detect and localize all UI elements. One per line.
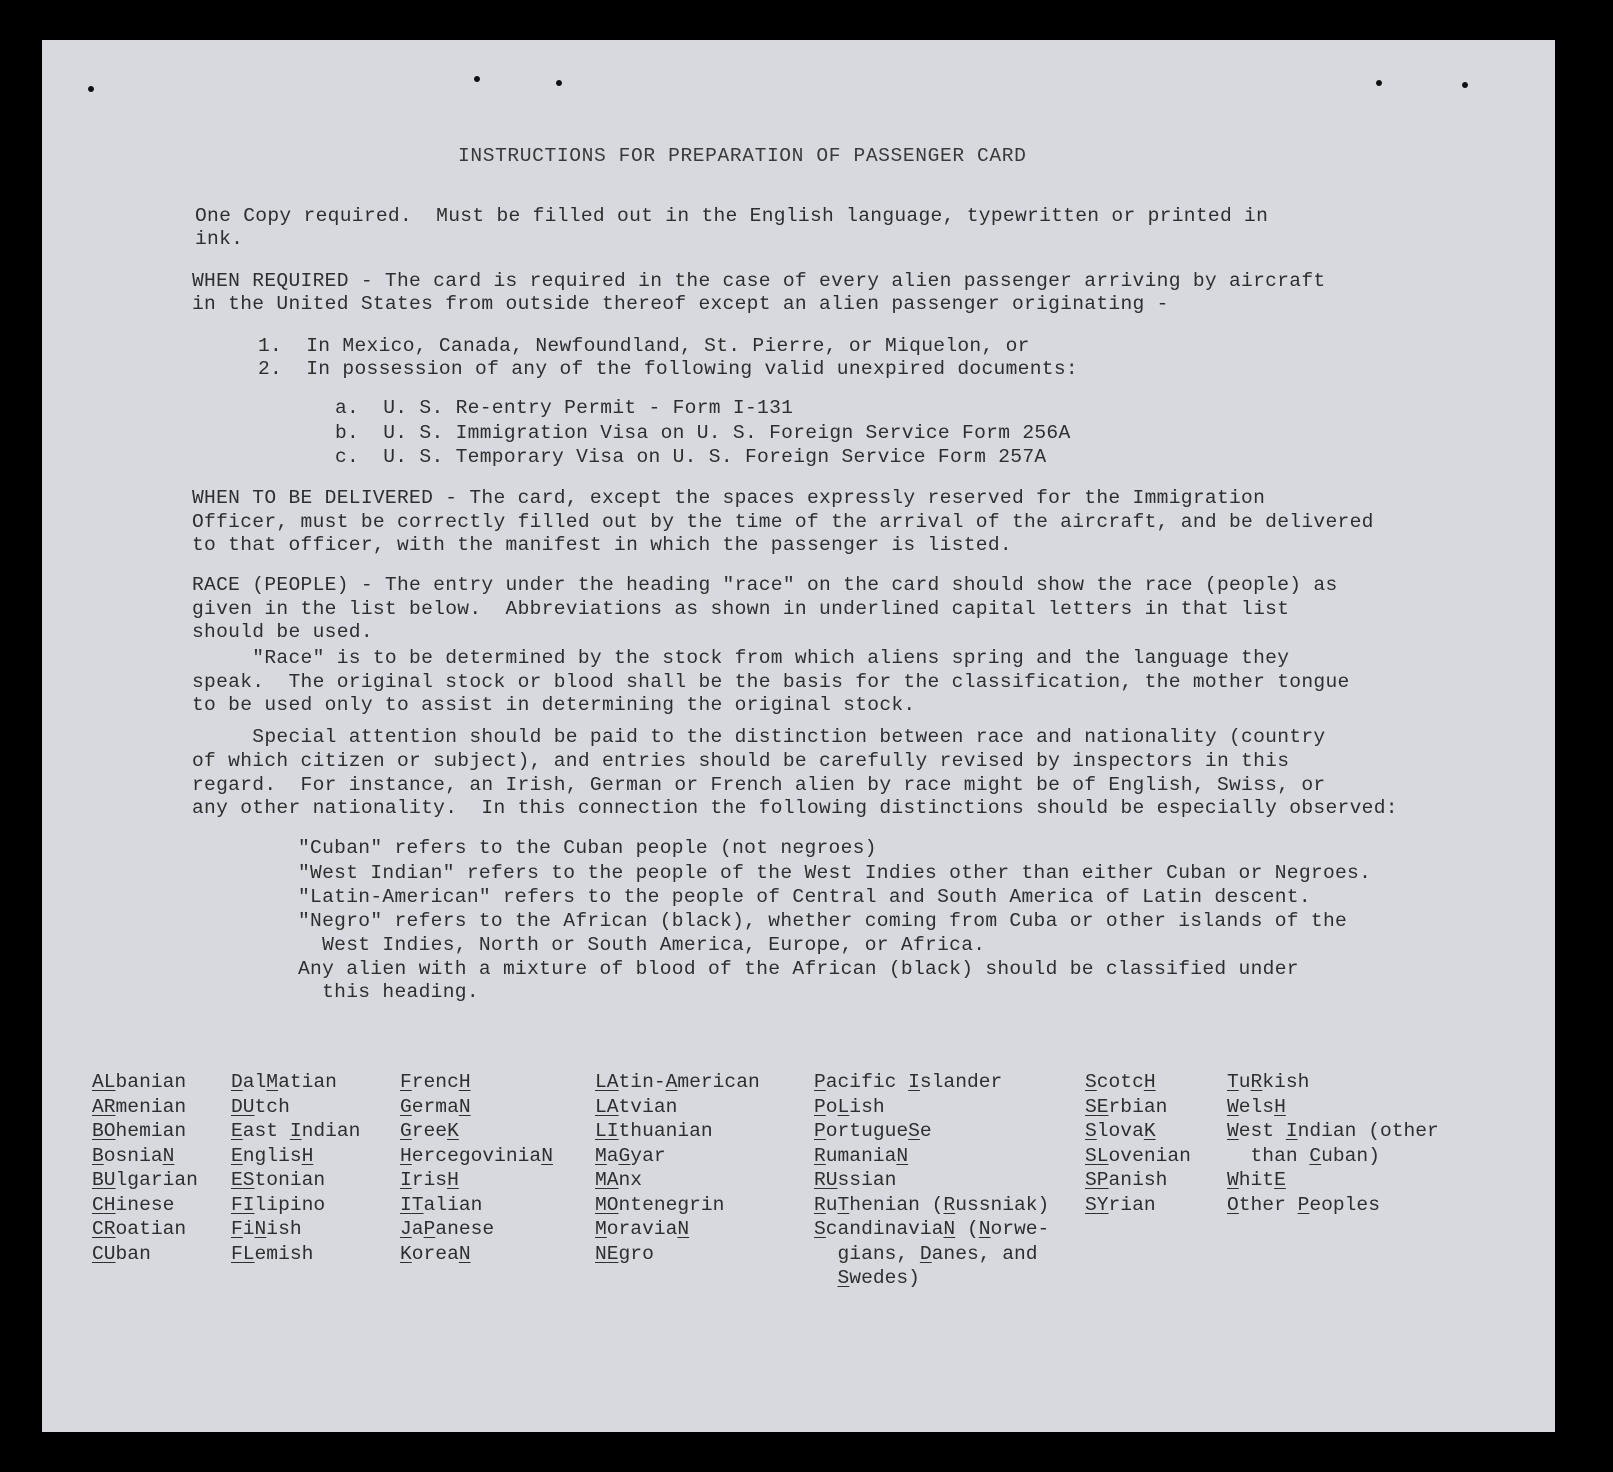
scan-speck — [474, 76, 480, 82]
people-entry: SYrian — [1085, 1193, 1156, 1216]
distinction-line: West Indies, North or South America, Europe, or Africa. — [298, 934, 986, 956]
race-line: given in the list below. Abbreviations as shown in underlined capital letters in that list — [192, 598, 1290, 620]
numbered-item: 1. In Mexico, Canada, Newfoundland, St. Pierre, or Miquelon, or — [258, 335, 1030, 357]
document-item: a. U. S. Re-entry Permit - Form I-131 — [335, 397, 794, 419]
people-entry: LIthuanian — [595, 1120, 713, 1142]
people-entry: TuRkish — [1227, 1071, 1310, 1093]
people-entry: PortugueSe — [814, 1120, 932, 1142]
scan-speck — [1376, 80, 1382, 86]
race-line: to be used only to assist in determining the original stock. — [192, 694, 916, 716]
when-delivered-line: to that officer, with the manifest in which the passenger is listed. — [192, 534, 1012, 556]
people-entry: DUtch — [231, 1095, 290, 1118]
people-entry: WhitE — [1227, 1169, 1286, 1191]
peoples-column — [400, 1070, 553, 1266]
people-entry: EStonian — [231, 1169, 326, 1191]
people-entry: East Indian — [231, 1120, 361, 1142]
people-entry: WelsH — [1227, 1095, 1286, 1118]
people-entry: KoreaN — [400, 1242, 471, 1265]
race-line: "Race" is to be determined by the stock from which aliens spring and the language they — [192, 647, 1290, 669]
when-delivered-line: Officer, must be correctly filled out by the time of the arrival of the aircraft, and be delivered — [192, 511, 1374, 533]
special-line: any other nationality. In this connection the following distinctions should be especially observed: — [192, 797, 1398, 819]
distinction-line: "Latin-American" refers to the people of Central and South America of Latin descent. — [298, 886, 1311, 908]
people-entry: BosniaN — [92, 1144, 175, 1167]
intro-line: ink. — [195, 228, 244, 250]
people-entry: FrencH — [400, 1071, 471, 1093]
document-title: INSTRUCTIONS FOR PREPARATION OF PASSENGER CARD — [458, 145, 1027, 167]
people-entry: ScandinaviaN (Norwe- — [814, 1218, 1050, 1240]
people-entry: JaPanese — [400, 1218, 495, 1240]
people-entry: SErbian — [1085, 1095, 1168, 1118]
people-entry: IrisH — [400, 1169, 459, 1191]
people-entry: DalMatian — [231, 1071, 337, 1093]
people-entry: gians, Danes, and — [837, 1242, 1038, 1265]
people-entry: RUssian — [814, 1169, 897, 1191]
people-entry: ALbanian — [92, 1071, 187, 1093]
people-entry: PoLish — [814, 1095, 885, 1118]
people-entry: MaGyar — [595, 1144, 666, 1167]
people-entry: HercegoviniaN — [400, 1144, 553, 1167]
people-entry: FIlipino — [231, 1193, 326, 1216]
people-entry: CHinese — [92, 1193, 175, 1216]
distinction-line: this heading. — [298, 981, 479, 1003]
people-entry: BUlgarian — [92, 1169, 198, 1191]
race-line: speak. The original stock or blood shall be the basis for the classification, the mother tongue — [192, 671, 1350, 693]
peoples-column — [231, 1070, 360, 1266]
scan-speck — [556, 80, 562, 86]
people-entry: BOhemian — [92, 1120, 187, 1142]
people-entry: ARmenian — [92, 1095, 187, 1118]
scan-speck — [88, 86, 94, 92]
people-entry: LAtvian — [595, 1095, 678, 1118]
people-entry: MoraviaN — [595, 1218, 690, 1240]
people-entry: MOntenegrin — [595, 1193, 725, 1216]
people-entry: than Cuban) — [1250, 1144, 1380, 1167]
special-line: Special attention should be paid to the distinction between race and nationality (country — [192, 726, 1326, 748]
document-item: b. U. S. Immigration Visa on U. S. Foreign Service Form 256A — [335, 422, 1071, 444]
people-entry: SlovaK — [1085, 1120, 1156, 1142]
people-entry: SPanish — [1085, 1169, 1168, 1191]
people-entry: FLemish — [231, 1242, 314, 1265]
document-page — [42, 40, 1555, 1432]
people-entry: Other Peoples — [1227, 1193, 1380, 1216]
people-entry: NEgro — [595, 1242, 654, 1265]
people-entry: GermaN — [400, 1095, 471, 1118]
peoples-column — [1085, 1070, 1191, 1217]
when-delivered-line: WHEN TO BE DELIVERED - The card, except the spaces expressly reserved for the Immigration — [192, 487, 1266, 509]
distinction-line: Any alien with a mixture of blood of the African (black) should be classified under — [298, 958, 1299, 980]
race-line: RACE (PEOPLE) - The entry under the heading "race" on the card should show the race (people) as — [192, 574, 1338, 596]
people-entry: West Indian (other — [1227, 1120, 1439, 1142]
when-required-line: in the United States from outside thereof except an alien passenger originating - — [192, 293, 1169, 315]
people-entry: EnglisH — [231, 1144, 314, 1167]
people-entry: Swedes) — [837, 1267, 920, 1289]
people-entry: SLovenian — [1085, 1144, 1191, 1167]
special-line: regard. For instance, an Irish, German or French alien by race might be of English, Swiss, or — [192, 774, 1326, 796]
people-entry: FiNish — [231, 1218, 302, 1240]
people-entry: CRoatian — [92, 1218, 187, 1240]
peoples-column — [1227, 1070, 1439, 1217]
when-required-line: WHEN REQUIRED - The card is required in the case of every alien passenger arriving by aircraft — [192, 270, 1326, 292]
distinction-line: "Negro" refers to the African (black), whether coming from Cuba or other islands of the — [298, 910, 1348, 932]
people-entry: RumaniaN — [814, 1144, 909, 1167]
document-item: c. U. S. Temporary Visa on U. S. Foreign Service Form 257A — [335, 446, 1047, 468]
race-line: should be used. — [192, 621, 373, 643]
people-entry: ITalian — [400, 1193, 483, 1216]
peoples-column — [814, 1070, 1049, 1291]
peoples-column — [595, 1070, 760, 1266]
peoples-column — [92, 1070, 198, 1266]
numbered-item: 2. In possession of any of the following valid unexpired documents: — [258, 358, 1078, 380]
people-entry: CUban — [92, 1242, 151, 1265]
scan-speck — [1462, 82, 1468, 88]
people-entry: GreeK — [400, 1120, 459, 1142]
people-entry: MAnx — [595, 1169, 643, 1191]
distinction-line: "Cuban" refers to the Cuban people (not negroes) — [298, 837, 877, 859]
people-entry: LAtin-American — [595, 1071, 760, 1093]
people-entry: RuThenian (Russniak) — [814, 1193, 1050, 1216]
special-line: of which citizen or subject), and entries should be carefully revised by inspectors in this — [192, 750, 1290, 772]
people-entry: Pacific Islander — [814, 1071, 1003, 1093]
intro-line: One Copy required. Must be filled out in the English language, typewritten or printed in — [195, 205, 1269, 227]
people-entry: ScotcH — [1085, 1071, 1156, 1093]
distinction-line: "West Indian" refers to the people of the West Indies other than either Cuban or Negroes. — [298, 862, 1372, 884]
